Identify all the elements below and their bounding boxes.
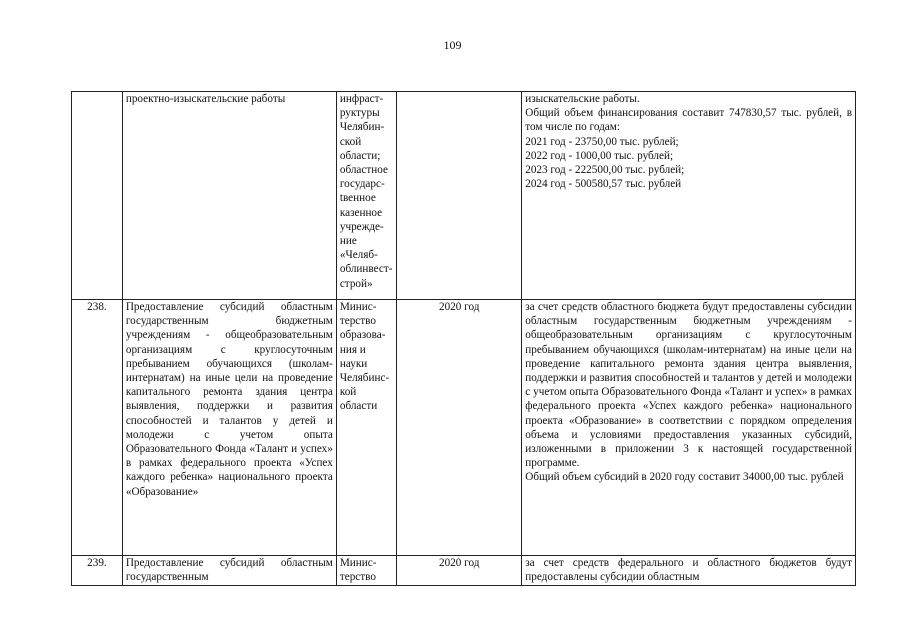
activity-name-cell: Предоставление субсидий областным государственным bbox=[122, 556, 336, 586]
row-number-cell bbox=[72, 92, 123, 300]
result-line: 2024 год - 500580,57 тыс. рублей bbox=[525, 178, 682, 191]
year-cell: 2020 год bbox=[397, 300, 522, 556]
row-number-cell: 238. bbox=[72, 300, 123, 556]
result-line: за счет средств областного бюджета будут предоставлены субсидии областным государственным бюджетным учреждениям - общеобразовательным организациям с круглосуточным пребыванием обучающихся (школам-интернатам) на иные цели на проведение капитального ремонта здания центра выявления, поддержки и развития способностей и талантов у детей и молодежи с учетом опыта Образовательного Фонда «Талант и успех» в рамках федерального проекта «Успех каждого ребенка» национального проекта «Образование» в соответствии с порядком определения объема и условиями предоставления указанных субсидий, изложенными в приложении 3 к настоящей государственной программе. bbox=[525, 301, 852, 470]
year-cell: 2020 год bbox=[397, 556, 522, 586]
executor-text: инфраст- руктуры Челябин- ской области; областное государс- tвенное казенное учрежде- ние «Челяб- облинвест- строй» bbox=[339, 93, 393, 290]
result-line: изыскательские работы. bbox=[525, 93, 640, 105]
program-activities-table bbox=[71, 91, 856, 586]
activity-name-cell: Предоставление субсидий областным государственным бюджетным учреждениям - общеобразовательным организациям с круглосуточным пребыванием обучающихся (школам-интернатам) на иные цели на проведение капитального ремонта здания центра выявления, поддержки и развития способностей и талантов у детей и молодежи с учетом опыта Образовательного Фонда «Талант и успех» в рамках федерального проекта «Успех каждого ребенка» национального проекта «Образование» bbox=[122, 300, 336, 556]
executor-cell bbox=[336, 556, 396, 586]
result-line: 2022 год - 1000,00 тыс. рублей; bbox=[525, 149, 674, 162]
result-cell bbox=[522, 556, 856, 586]
table-row bbox=[72, 300, 856, 556]
executor-cell bbox=[336, 92, 396, 300]
result-line: 2021 год - 23750,00 тыс. рублей; bbox=[525, 135, 679, 148]
executor-cell bbox=[336, 300, 396, 556]
activity-name-cell: проектно-изыскательские работы bbox=[122, 92, 336, 300]
result-line: за счет средств федерального и областного бюджетов будут предоставлены субсидии областным bbox=[525, 557, 852, 584]
year-cell bbox=[397, 92, 522, 300]
table-row bbox=[72, 556, 856, 586]
result-line: Общий объем субсидий в 2020 году составит 34000,00 тыс. рублей bbox=[525, 471, 844, 484]
executor-text: Минис- терство образова- ния и науки Челябинс- кой области bbox=[339, 301, 390, 413]
table-row bbox=[72, 92, 856, 300]
result-line: Общий объем финансирования составит 747830,57 тыс. рублей, в том числе по годам: bbox=[525, 107, 852, 134]
result-cell bbox=[522, 92, 856, 300]
result-line: 2023 год - 222500,00 тыс. рублей; bbox=[525, 164, 685, 177]
row-number-cell: 239. bbox=[72, 556, 123, 586]
page-number: 109 bbox=[443, 38, 462, 52]
executor-text: Минис- терство bbox=[339, 557, 377, 584]
result-cell bbox=[522, 300, 856, 556]
